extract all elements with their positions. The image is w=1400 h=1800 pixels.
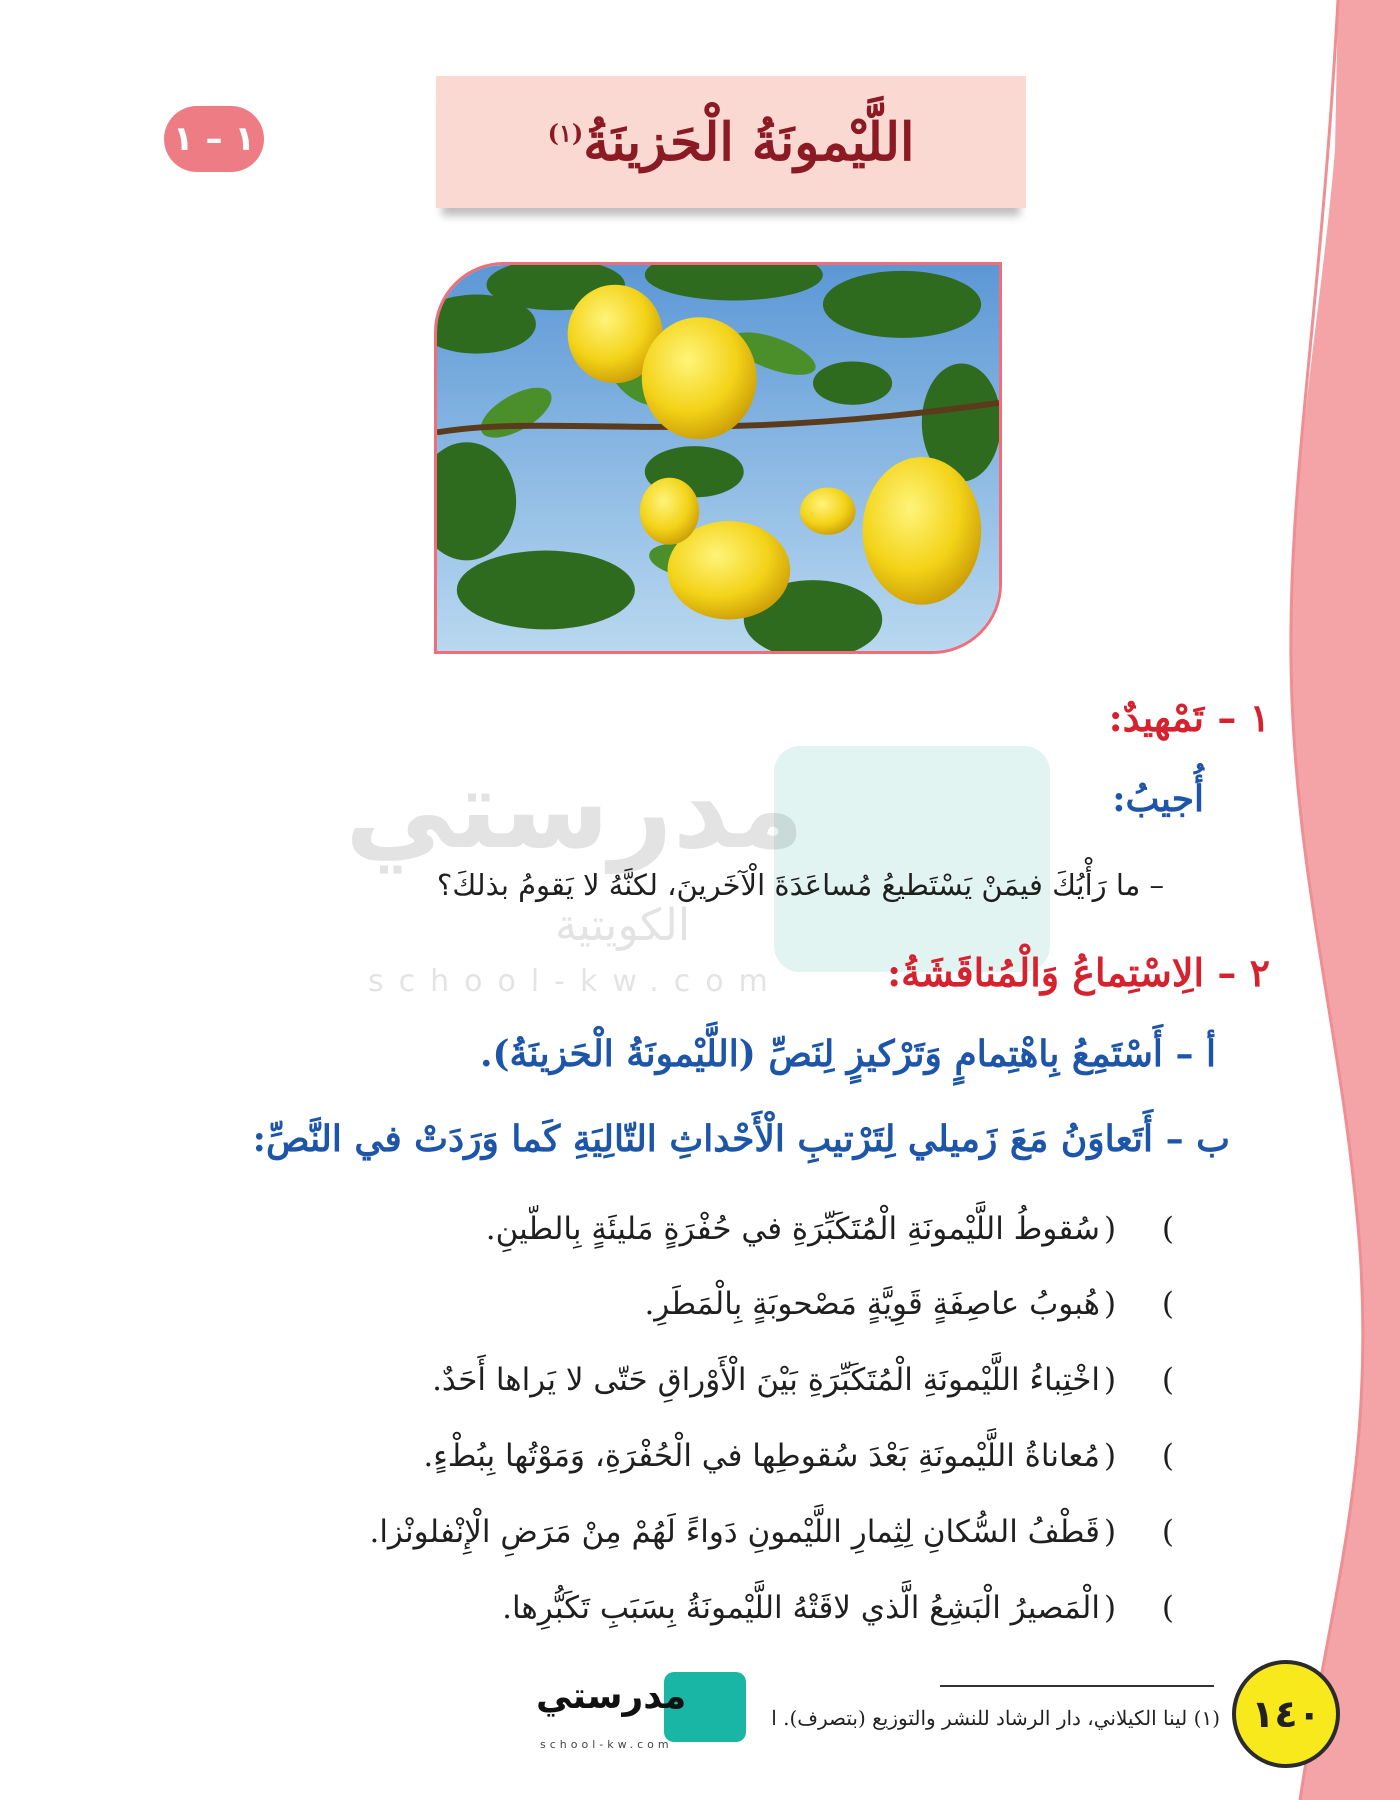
event-item: قَطْفُ السُّكانِ لِثِمارِ اللَّيْمونِ دَواءً لَهُمْ مِنْ مَرَضِ الْإِنْفلونْزا.: [369, 1514, 1100, 1550]
order-blank[interactable]: ) (: [1104, 1362, 1174, 1398]
page-number: ١٤٠: [1232, 1660, 1340, 1768]
order-blank[interactable]: ) (: [1104, 1514, 1174, 1550]
watermark-subword: الكويتية: [555, 900, 691, 951]
footnote: (١) لينا الكيلاني، دار الرشاد للنشر والتوزيع (بتصرف). ا: [771, 1706, 1220, 1730]
event-item: مُعاناةُ اللَّيْمونَةِ بَعْدَ سُقوطِها في الْحُفْرَةِ، وَمَوْتُها بِبُطْءٍ.: [423, 1438, 1100, 1474]
lesson-number-badge: ١ – ١: [164, 106, 264, 172]
logo-url: school-kw.com: [540, 1738, 673, 1751]
order-blank[interactable]: ) (: [1104, 1438, 1174, 1474]
lemon-illustration: [437, 265, 999, 651]
logo-text: مدرستي: [536, 1676, 687, 1717]
site-logo: [536, 1672, 756, 1782]
section-2-item-b: ب – أَتَعاوَنُ مَعَ زَميلي لِتَرْتيبِ الْأَحْداثِ التّالِيَةِ كَما وَرَدَتْ في النَّصِّ:: [252, 1118, 1230, 1160]
section-1-heading: ١ – تَمْهيدٌ:: [1108, 695, 1270, 740]
watermark-url: school-kw.com: [368, 964, 783, 999]
footnote-divider: [940, 1685, 1214, 1687]
order-blank[interactable]: ) (: [1104, 1590, 1174, 1626]
section-2-heading: ٢ – الِاسْتِماعُ وَالْمُناقَشَةُ:: [887, 950, 1270, 995]
event-item: اخْتِباءُ اللَّيْمونَةِ الْمُتَكَبِّرَةِ بَيْنَ الْأَوْراقِ حَتّى لا يَراها أَحَدٌ.: [432, 1362, 1100, 1398]
section-1-question: – ما رَأْيُكَ فيمَنْ يَسْتَطيعُ مُساعَدَةَ الْآخَرينَ، لكنَّهُ لا يَقومُ بذلكَ؟: [436, 868, 1164, 902]
lemon-tree-photo: [434, 262, 1002, 654]
event-item: هُبوبُ عاصِفَةٍ قَوِيَّةٍ مَصْحوبَةٍ بِالْمَطَرِ.: [644, 1286, 1100, 1322]
title-box: [436, 76, 1026, 208]
title-footnote-mark: (١): [547, 118, 584, 148]
event-item: الْمَصيرُ الْبَشِعُ الَّذي لاقَتْهُ اللَّيْمونَةُ بِسَبَبِ تَكَبُّرِها.: [502, 1590, 1100, 1626]
section-2-item-a: أ – أَسْتَمِعُ بِاهْتِمامٍ وَتَرْكيزٍ لِنَصِّ (اللَّيْمونَةُ الْحَزينَةُ).: [479, 1033, 1216, 1075]
lesson-title: [548, 112, 915, 173]
lesson-title-text: اللَّيْمونَةُ الْحَزينَةُ: [583, 111, 915, 173]
order-blank[interactable]: ) (: [1104, 1286, 1174, 1322]
watermark-word: مدرستي: [345, 745, 805, 873]
watermark-logo-shape: [774, 746, 1050, 972]
order-blank[interactable]: ) (: [1104, 1211, 1174, 1247]
event-item: سُقوطُ اللَّيْمونَةِ الْمُتَكَبِّرَةِ في حُفْرَةٍ مَليئَةٍ بِالطّينِ.: [485, 1211, 1100, 1247]
section-1-subheading: أُجيبُ:: [1112, 778, 1204, 820]
